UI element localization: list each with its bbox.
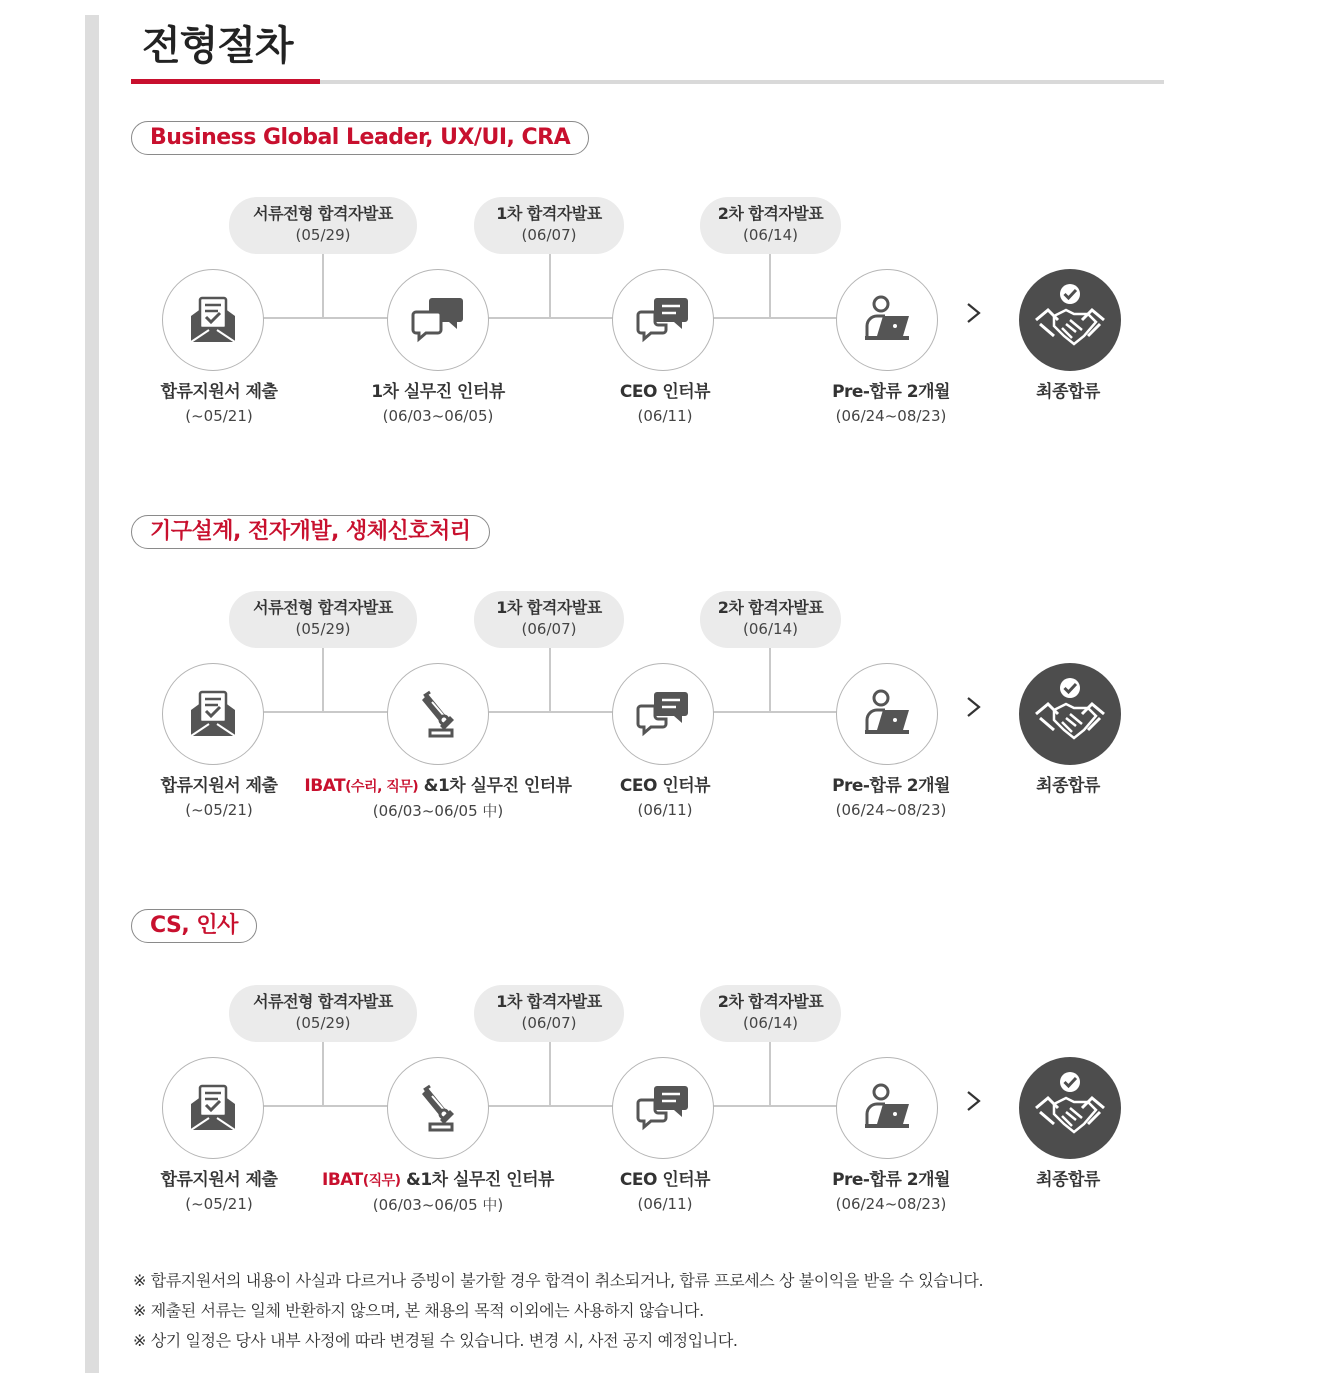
announcement-document	[229, 197, 417, 254]
announcement-date: (06/14)	[743, 226, 798, 244]
announcement-title: 2차 합격자발표	[717, 204, 824, 223]
announcement-title: 1차 합격자발표	[496, 204, 602, 223]
step-title: 합류지원서 제출	[160, 1170, 278, 1190]
connector-horizontal	[713, 711, 838, 713]
step-title: 최종합류	[1036, 382, 1100, 402]
step-node-ibat-interview	[387, 1057, 489, 1159]
connector-horizontal	[713, 1105, 838, 1107]
section-label: CS, 인사	[131, 909, 257, 943]
announcement-date: (05/29)	[295, 1014, 351, 1032]
step-node-ceo-interview	[612, 663, 714, 765]
step-title: 합류지원서 제출	[160, 382, 278, 402]
connector-horizontal	[488, 711, 613, 713]
notes	[133, 1266, 983, 1356]
pen-nib-icon	[410, 686, 466, 742]
chevron-right-icon	[962, 695, 986, 719]
step-node-application	[162, 269, 264, 371]
title-divider-accent	[131, 79, 320, 84]
announcement-first	[474, 985, 624, 1042]
step-node-pre-join	[836, 269, 938, 371]
step-node-pre-join	[836, 663, 938, 765]
ibat-label: IBAT	[322, 1170, 363, 1190]
announcement-document	[229, 985, 417, 1042]
step-label-final	[908, 773, 1228, 799]
step-title: CEO 인터뷰	[619, 382, 711, 402]
note-item: ※ 합류지원서의 내용이 사실과 다르거나 증빙이 불가할 경우 합격이 취소되거나, 합류 프로세스 상 불이익을 받을 수 있습니다.	[133, 1271, 984, 1290]
step-title: CEO 인터뷰	[619, 776, 711, 796]
chevron-right-icon	[962, 301, 986, 325]
announcement-title: 2차 합격자발표	[717, 992, 824, 1011]
connector-vertical	[769, 254, 771, 318]
step-title: Pre-합류 2개월	[832, 1170, 950, 1190]
step-label-final	[908, 379, 1228, 405]
envelope-document-icon	[185, 1080, 241, 1136]
handshake-check-icon	[1030, 674, 1110, 754]
connector-vertical	[769, 1042, 771, 1106]
connector-vertical	[322, 254, 324, 318]
step-date: (06/24~08/23)	[835, 801, 947, 819]
step-node-final	[1019, 1057, 1121, 1159]
connector-horizontal	[488, 1105, 613, 1107]
step-title: 최종합류	[1036, 776, 1100, 796]
ibat-subjects: (수리, 직무)	[345, 779, 419, 795]
chat-message-icon	[635, 686, 691, 742]
step-date: (06/03~06/05)	[382, 407, 494, 425]
announcement-title: 서류전형 합격자발표	[253, 992, 393, 1011]
step-node-ceo-interview	[612, 1057, 714, 1159]
step-title: Pre-합류 2개월	[832, 776, 950, 796]
section-label: 기구설계, 전자개발, 생체신호처리	[131, 515, 490, 549]
step-label-final	[908, 1167, 1228, 1193]
step-node-ceo-interview	[612, 269, 714, 371]
connector-vertical	[322, 1042, 324, 1106]
step-title: Pre-합류 2개월	[832, 382, 950, 402]
envelope-document-icon	[185, 292, 241, 348]
connector-horizontal	[488, 317, 613, 319]
step-date: (~05/21)	[185, 407, 253, 425]
step-node-ibat-interview	[387, 663, 489, 765]
announcement-first	[474, 591, 624, 648]
chevron-right-icon	[962, 1089, 986, 1113]
step-node-pre-join	[836, 1057, 938, 1159]
announcement-title: 서류전형 합격자발표	[253, 204, 393, 223]
step-date: (06/03~06/05 中)	[372, 1196, 504, 1214]
step-date: (06/11)	[637, 407, 693, 425]
connector-vertical	[549, 648, 551, 712]
page-title: 전형절차	[142, 23, 293, 69]
connector-horizontal	[263, 711, 388, 713]
ibat-subjects: (직무)	[362, 1173, 401, 1189]
announcement-date: (06/07)	[521, 620, 577, 638]
announcement-title: 2차 합격자발표	[717, 598, 824, 617]
announcement-title: 서류전형 합격자발표	[253, 598, 393, 617]
step-node-final	[1019, 269, 1121, 371]
step-date: (06/24~08/23)	[835, 407, 947, 425]
step-date: (06/11)	[637, 1195, 693, 1213]
announcement-title: 1차 합격자발표	[496, 598, 602, 617]
person-laptop-icon	[859, 1080, 915, 1136]
chat-bubbles-icon	[410, 292, 466, 348]
connector-horizontal	[263, 1105, 388, 1107]
step-date: (06/24~08/23)	[835, 1195, 947, 1213]
step-date: (~05/21)	[185, 1195, 253, 1213]
step-title: 최종합류	[1036, 1170, 1100, 1190]
handshake-check-icon	[1030, 280, 1110, 360]
pen-nib-icon	[410, 1080, 466, 1136]
announcement-date: (06/14)	[743, 620, 798, 638]
person-laptop-icon	[859, 292, 915, 348]
announcement-date: (05/29)	[295, 226, 351, 244]
step-title: 1차 실무진 인터뷰	[371, 382, 505, 402]
connector-vertical	[322, 648, 324, 712]
process-section-2	[0, 515, 1320, 845]
step-node-application	[162, 1057, 264, 1159]
announcement-second	[700, 591, 841, 648]
step-node-final	[1019, 663, 1121, 765]
step-node-first-interview	[387, 269, 489, 371]
connector-horizontal	[263, 317, 388, 319]
announcement-date: (05/29)	[295, 620, 351, 638]
announcement-second	[700, 985, 841, 1042]
step-date: (06/03~06/05 中)	[372, 802, 504, 820]
section-label: Business Global Leader, UX/UI, CRA	[131, 121, 589, 155]
envelope-document-icon	[185, 686, 241, 742]
chat-message-icon	[635, 292, 691, 348]
process-section-3	[0, 909, 1320, 1239]
process-section-1	[0, 121, 1320, 451]
connector-vertical	[549, 254, 551, 318]
connector-vertical	[769, 648, 771, 712]
step-title-rest: &1차 실무진 인터뷰	[418, 776, 572, 796]
step-date: (06/11)	[637, 801, 693, 819]
step-title-rest: &1차 실무진 인터뷰	[400, 1170, 554, 1190]
announcement-date: (06/07)	[521, 226, 577, 244]
connector-vertical	[549, 1042, 551, 1106]
step-node-application	[162, 663, 264, 765]
step-title: CEO 인터뷰	[619, 1170, 711, 1190]
handshake-check-icon	[1030, 1068, 1110, 1148]
announcement-document	[229, 591, 417, 648]
connector-horizontal	[713, 317, 838, 319]
note-item: ※ 상기 일정은 당사 내부 사정에 따라 변경될 수 있습니다. 변경 시, 사전 공지 예정입니다.	[133, 1331, 738, 1350]
chat-message-icon	[635, 1080, 691, 1136]
step-date: (~05/21)	[185, 801, 253, 819]
announcement-date: (06/14)	[743, 1014, 798, 1032]
announcement-title: 1차 합격자발표	[496, 992, 602, 1011]
announcement-date: (06/07)	[521, 1014, 577, 1032]
ibat-label: IBAT	[304, 776, 346, 796]
announcement-second	[700, 197, 841, 254]
person-laptop-icon	[859, 686, 915, 742]
note-item: ※ 제출된 서류는 일체 반환하지 않으며, 본 채용의 목적 이외에는 사용하지 않습니다.	[133, 1301, 704, 1320]
step-title: 합류지원서 제출	[160, 776, 278, 796]
announcement-first	[474, 197, 624, 254]
